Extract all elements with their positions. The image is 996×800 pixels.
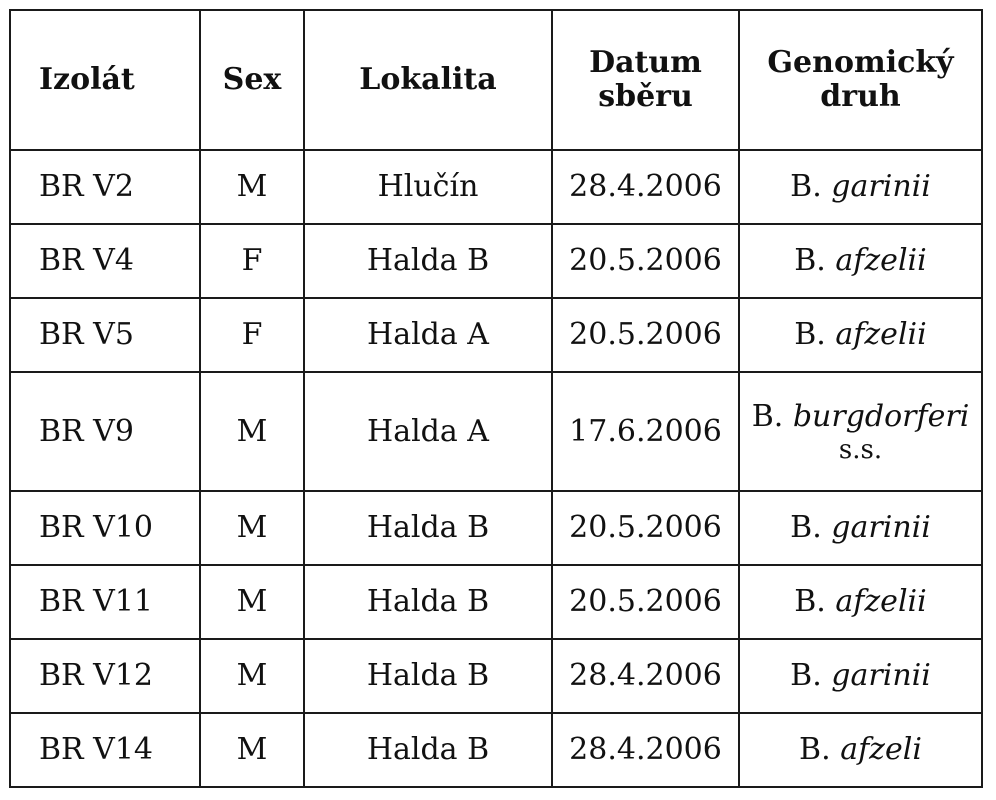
cell-datum: 28.4.2006 bbox=[552, 713, 739, 787]
header-datum bbox=[552, 10, 739, 150]
species-genus: B. bbox=[794, 317, 826, 352]
species-genus: B. bbox=[751, 398, 784, 434]
cell-druh bbox=[739, 224, 982, 298]
cell-lokalita: Halda B bbox=[304, 713, 552, 787]
cell-datum: 20.5.2006 bbox=[552, 224, 739, 298]
table-row bbox=[10, 224, 982, 298]
cell-lokalita: Halda B bbox=[304, 491, 552, 565]
cell-lokalita: Hlučín bbox=[304, 150, 552, 224]
species-epithet: afzelii bbox=[835, 243, 927, 278]
header-sex: Sex bbox=[200, 10, 304, 150]
cell-izolat: BR V10 bbox=[10, 491, 200, 565]
species-genus: B. bbox=[790, 658, 822, 693]
cell-sex: M bbox=[200, 491, 304, 565]
species-epithet: afzelii bbox=[835, 584, 927, 619]
cell-izolat: BR V5 bbox=[10, 298, 200, 372]
table-row bbox=[10, 491, 982, 565]
species-epithet: garinii bbox=[831, 510, 931, 545]
species-epithet: garinii bbox=[831, 169, 931, 204]
species-genus: B. bbox=[794, 584, 826, 619]
cell-izolat: BR V9 bbox=[10, 372, 200, 491]
header-druh-line2: druh bbox=[820, 79, 901, 114]
cell-sex: M bbox=[200, 713, 304, 787]
cell-druh bbox=[739, 372, 982, 491]
cell-izolat: BR V2 bbox=[10, 150, 200, 224]
species-epithet: afzeli bbox=[840, 732, 922, 767]
table-header-row bbox=[10, 10, 982, 150]
species-epithet: garinii bbox=[831, 658, 931, 693]
cell-druh bbox=[739, 713, 982, 787]
header-izolat: Izolát bbox=[10, 10, 200, 150]
table-row bbox=[10, 639, 982, 713]
species-epithet: afzelii bbox=[835, 317, 927, 352]
cell-druh bbox=[739, 639, 982, 713]
cell-sex: M bbox=[200, 639, 304, 713]
cell-lokalita: Halda B bbox=[304, 639, 552, 713]
cell-sex: M bbox=[200, 565, 304, 639]
cell-lokalita: Halda B bbox=[304, 224, 552, 298]
cell-datum: 17.6.2006 bbox=[552, 372, 739, 491]
header-lokalita: Lokalita bbox=[304, 10, 552, 150]
cell-lokalita: Halda B bbox=[304, 565, 552, 639]
species-genus: B. bbox=[790, 169, 822, 204]
cell-datum: 20.5.2006 bbox=[552, 491, 739, 565]
species-genus: B. bbox=[794, 243, 826, 278]
isolates-table-container bbox=[9, 9, 983, 788]
table-row bbox=[10, 372, 982, 491]
header-druh bbox=[739, 10, 982, 150]
cell-datum: 20.5.2006 bbox=[552, 298, 739, 372]
species-genus: B. bbox=[790, 510, 822, 545]
table-row bbox=[10, 565, 982, 639]
cell-sex: F bbox=[200, 224, 304, 298]
header-datum-line1: Datum bbox=[589, 45, 702, 80]
species-epithet: burgdorferi bbox=[792, 398, 970, 434]
cell-izolat: BR V12 bbox=[10, 639, 200, 713]
species-qualifier: s.s. bbox=[838, 434, 883, 465]
cell-lokalita: Halda A bbox=[304, 298, 552, 372]
species-genus: B. bbox=[799, 732, 831, 767]
cell-sex: M bbox=[200, 372, 304, 491]
cell-izolat: BR V14 bbox=[10, 713, 200, 787]
cell-druh bbox=[739, 565, 982, 639]
cell-sex: F bbox=[200, 298, 304, 372]
cell-druh bbox=[739, 150, 982, 224]
cell-datum: 28.4.2006 bbox=[552, 639, 739, 713]
cell-izolat: BR V11 bbox=[10, 565, 200, 639]
header-datum-line2: sběru bbox=[598, 79, 693, 114]
cell-datum: 28.4.2006 bbox=[552, 150, 739, 224]
table-row bbox=[10, 298, 982, 372]
header-druh-line1: Genomický bbox=[767, 45, 954, 80]
cell-druh bbox=[739, 491, 982, 565]
cell-druh bbox=[739, 298, 982, 372]
isolates-table bbox=[9, 9, 983, 788]
cell-sex: M bbox=[200, 150, 304, 224]
cell-lokalita: Halda A bbox=[304, 372, 552, 491]
cell-izolat: BR V4 bbox=[10, 224, 200, 298]
cell-datum: 20.5.2006 bbox=[552, 565, 739, 639]
table-row bbox=[10, 150, 982, 224]
table-row bbox=[10, 713, 982, 787]
